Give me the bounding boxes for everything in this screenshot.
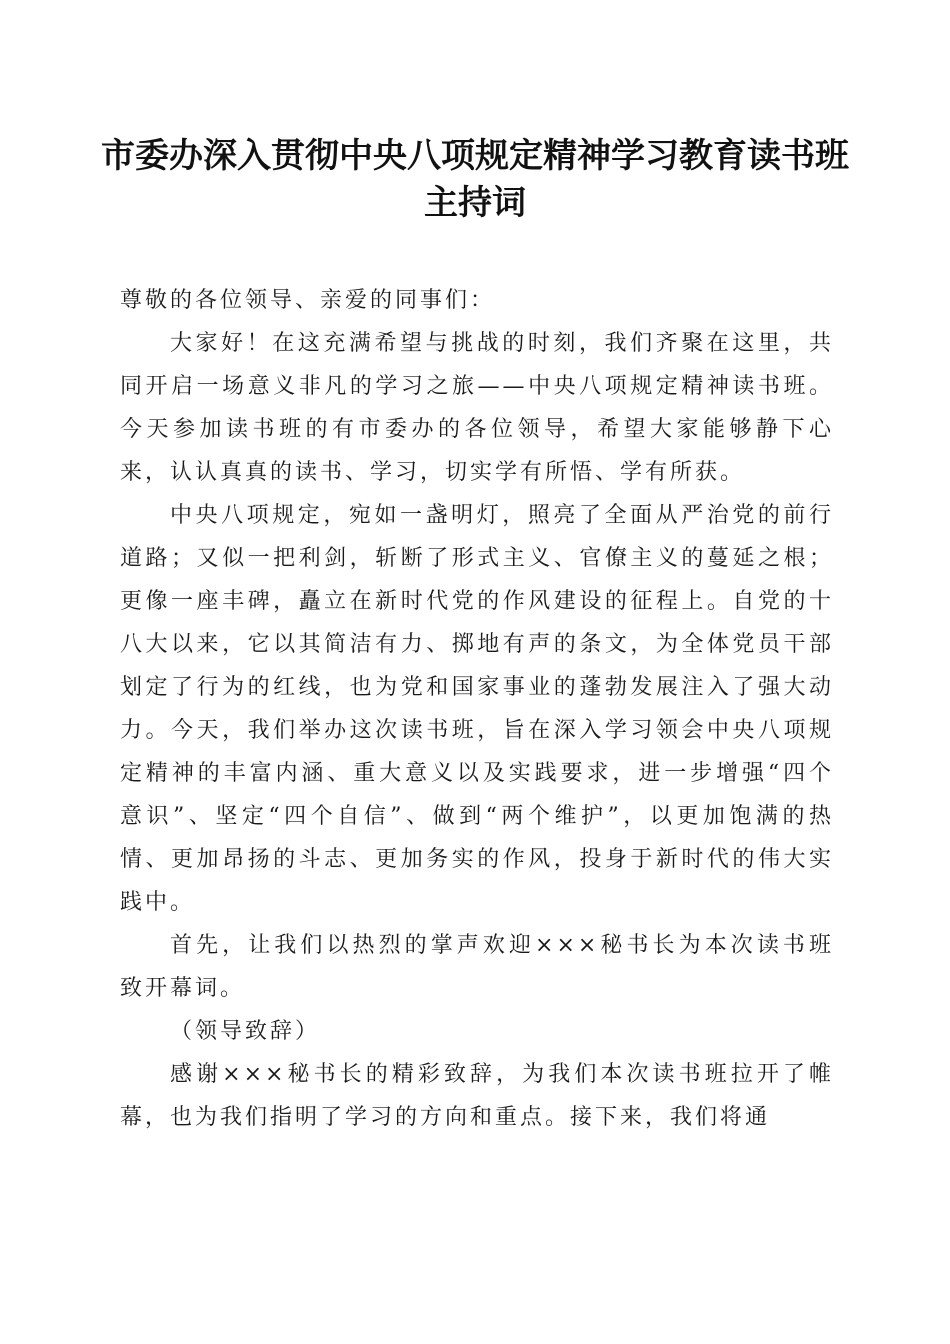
salutation: 尊敬的各位领导、亲爱的同事们： bbox=[120, 288, 496, 313]
paragraph-eight-provisions: 中央八项规定，宛如一盏明灯，照亮了全面从严治党的前行道路；又似一把利剑，斩断了形式主义、官僚主义的蔓延之根；更像一座丰碑，矗立在新时代党的作风建设的征程上。自党的十八大以来，它以其简洁有力、掷地有声的条文，为全体党员干部划定了行为的红线，也为党和国家事业的蓬勃发展注入了强大动力。今天，我们举办这次读书班，旨在深入学习领会中央八项规定精神的丰富内涵、重大意义以及实践要求，进一步增强“四个意识”、坚定“四个自信”、做到“两个维护”，以更加饱满的热情、更加昂扬的斗志、更加务实的作风，投身于新时代的伟大实践中。 bbox=[120, 503, 834, 915]
document-body bbox=[120, 279, 834, 1139]
paragraph-greeting: 大家好！在这充满希望与挑战的时刻，我们齐聚在这里，共同开启一场意义非凡的学习之旅——中央八项规定精神读书班。今天参加读书班的有市委办的各位领导，希望大家能够静下心来，认认真真的读书、学习，切实学有所悟、学有所获。 bbox=[120, 331, 834, 485]
stage-note: （领导致辞） bbox=[170, 1019, 321, 1044]
paragraph-thanks: 感谢×××秘书长的精彩致辞，为我们本次读书班拉开了帷幕，也为我们指明了学习的方向和重点。接下来，我们将通 bbox=[120, 1062, 834, 1130]
document-title: 市委办深入贯彻中央八项规定精神学习教育读书班主持词 bbox=[101, 136, 849, 223]
paragraph-welcome-speaker: 首先，让我们以热烈的掌声欢迎×××秘书长为本次读书班致开幕词。 bbox=[120, 933, 834, 1001]
